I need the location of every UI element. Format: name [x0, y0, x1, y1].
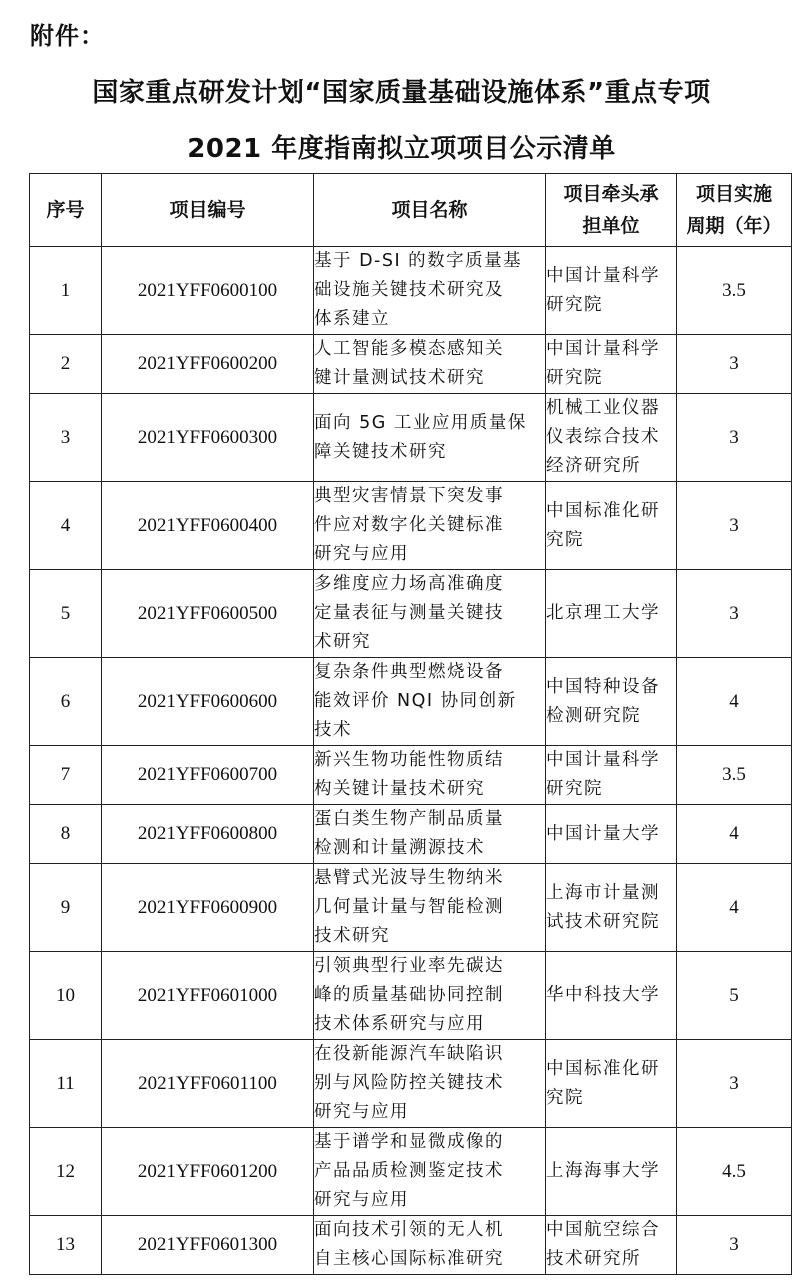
row-seq-cell: 6 — [30, 658, 102, 746]
table-header-row — [30, 174, 792, 247]
lead-unit-line: 中国计量科学 — [546, 750, 660, 770]
project-name-line: 悬臂式光波导生物纳米 — [314, 868, 504, 888]
project-name-line: 研究与应用 — [314, 1102, 409, 1122]
row-duration-cell: 3.5 — [677, 746, 792, 805]
row-project-code-cell: 2021YFF0600600 — [102, 658, 314, 746]
project-name-line: 体系建立 — [314, 309, 390, 329]
table-row — [30, 570, 792, 658]
row-duration-cell: 3 — [677, 335, 792, 394]
lead-unit-line: 研究院 — [546, 294, 603, 315]
lead-unit-line: 研究院 — [546, 779, 603, 799]
table-row — [30, 482, 792, 570]
project-name-line: 典型灾害情景下突发事 — [314, 486, 504, 506]
lead-unit-line: 技术研究所 — [546, 1249, 641, 1269]
row-seq-cell: 5 — [30, 570, 102, 658]
row-duration-cell: 3.5 — [677, 247, 792, 335]
row-seq-cell: 9 — [30, 864, 102, 952]
project-name-line: 自主核心国际标准研究 — [314, 1249, 504, 1269]
column-header-duration-line2: 周期（年） — [686, 215, 782, 237]
row-duration-cell: 4 — [677, 864, 792, 952]
column-header-duration — [677, 174, 792, 247]
table-row — [30, 864, 792, 952]
project-name-line: 面向 5G 工业应用质量保 — [314, 412, 527, 433]
column-header-seq: 序号 — [30, 174, 102, 247]
row-project-code-cell: 2021YFF0601200 — [102, 1128, 314, 1216]
row-lead-unit-cell — [546, 1040, 677, 1128]
row-project-code-cell: 2021YFF0600500 — [102, 570, 314, 658]
row-project-code-cell: 2021YFF0600800 — [102, 805, 314, 864]
table-row — [30, 805, 792, 864]
row-project-code-cell: 2021YFF0601300 — [102, 1216, 314, 1275]
row-lead-unit-cell — [546, 1128, 677, 1216]
project-name-line: 键计量测试技术研究 — [314, 368, 485, 388]
lead-unit-line: 检测研究院 — [546, 705, 641, 726]
project-name-line: 多维度应力场高准确度 — [314, 574, 504, 594]
lead-unit-line: 究院 — [546, 529, 584, 550]
project-list-table — [29, 173, 792, 1275]
row-seq-cell: 1 — [30, 247, 102, 335]
row-seq-cell: 12 — [30, 1128, 102, 1216]
project-name-line: 检测和计量溯源技术 — [314, 838, 485, 858]
row-lead-unit-cell — [546, 394, 677, 482]
project-name-line: 术研究 — [314, 632, 371, 652]
column-header-name: 项目名称 — [314, 174, 546, 247]
project-name-line: 蛋白类生物产制品质量 — [314, 809, 504, 829]
row-project-name-cell — [314, 746, 546, 805]
lead-unit-line: 研究院 — [546, 368, 603, 388]
row-project-code-cell: 2021YFF0600700 — [102, 746, 314, 805]
project-name-line: 障关键技术研究 — [314, 441, 447, 462]
lead-unit-line: 中国计量科学 — [546, 265, 660, 286]
row-project-code-cell: 2021YFF0601000 — [102, 952, 314, 1040]
row-duration-cell: 3 — [677, 570, 792, 658]
row-project-name-cell — [314, 247, 546, 335]
row-lead-unit-cell — [546, 335, 677, 394]
row-duration-cell: 4 — [677, 658, 792, 746]
row-lead-unit-cell — [546, 952, 677, 1040]
table-row — [30, 394, 792, 482]
project-name-line: 研究与应用 — [314, 1190, 409, 1210]
project-name-line: 新兴生物功能性物质结 — [314, 750, 504, 770]
row-project-name-cell — [314, 805, 546, 864]
row-lead-unit-cell — [546, 864, 677, 952]
lead-unit-line: 中国标准化研 — [546, 1058, 660, 1079]
table-row — [30, 1216, 792, 1275]
row-project-code-cell: 2021YFF0600100 — [102, 247, 314, 335]
lead-unit-line: 上海市计量测 — [546, 882, 660, 903]
table-row — [30, 746, 792, 805]
document-title: 国家重点研发计划“国家质量基础设施体系”重点专项 — [92, 78, 711, 108]
table-row — [30, 335, 792, 394]
lead-unit-line: 华中科技大学 — [546, 985, 660, 1005]
project-name-line: 研究与应用 — [314, 544, 409, 564]
project-name-line: 技术体系研究与应用 — [314, 1014, 485, 1034]
row-duration-cell: 4.5 — [677, 1128, 792, 1216]
project-name-line: 几何量计量与智能检测 — [314, 897, 504, 917]
project-name-line: 础设施关键技术研究及 — [314, 280, 504, 300]
row-project-name-cell — [314, 864, 546, 952]
lead-unit-line: 机械工业仪器 — [546, 398, 660, 418]
lead-unit-line: 经济研究所 — [546, 456, 641, 476]
row-project-name-cell — [314, 1128, 546, 1216]
project-name-line: 能效评价 NQI 协同创新 — [314, 691, 517, 711]
row-lead-unit-cell — [546, 805, 677, 864]
table-row — [30, 247, 792, 335]
row-project-code-cell: 2021YFF0600200 — [102, 335, 314, 394]
lead-unit-line: 中国计量科学 — [546, 339, 660, 359]
project-name-line: 别与风险防控关键技术 — [314, 1073, 504, 1093]
lead-unit-line: 北京理工大学 — [546, 603, 660, 623]
row-lead-unit-cell — [546, 247, 677, 335]
project-name-line: 面向技术引领的无人机 — [314, 1220, 504, 1240]
row-seq-cell: 13 — [30, 1216, 102, 1275]
lead-unit-line: 仪表综合技术 — [546, 427, 660, 447]
project-name-line: 构关键计量技术研究 — [314, 779, 485, 799]
row-project-name-cell — [314, 1216, 546, 1275]
project-name-line: 复杂条件典型燃烧设备 — [314, 662, 504, 682]
row-seq-cell: 11 — [30, 1040, 102, 1128]
lead-unit-line: 中国计量大学 — [546, 823, 660, 844]
attachment-label: 附件： — [30, 22, 105, 50]
project-name-line: 产品品质检测鉴定技术 — [314, 1161, 504, 1181]
row-lead-unit-cell — [546, 570, 677, 658]
project-name-line: 技术研究 — [314, 926, 390, 946]
column-header-unit — [546, 174, 677, 247]
project-name-line: 峰的质量基础协同控制 — [314, 985, 504, 1005]
row-duration-cell: 3 — [677, 1216, 792, 1275]
row-seq-cell: 3 — [30, 394, 102, 482]
row-duration-cell: 3 — [677, 394, 792, 482]
project-name-line: 引领典型行业率先碳达 — [314, 956, 504, 976]
row-project-name-cell — [314, 394, 546, 482]
column-header-code: 项目编号 — [102, 174, 314, 247]
row-duration-cell: 4 — [677, 805, 792, 864]
lead-unit-line: 究院 — [546, 1087, 584, 1108]
row-project-code-cell: 2021YFF0600400 — [102, 482, 314, 570]
lead-unit-line: 试技术研究院 — [546, 911, 660, 932]
row-lead-unit-cell — [546, 746, 677, 805]
row-duration-cell: 3 — [677, 482, 792, 570]
row-project-name-cell — [314, 570, 546, 658]
lead-unit-line: 上海海事大学 — [546, 1161, 660, 1181]
column-header-duration-line1: 项目实施 — [695, 183, 772, 205]
row-lead-unit-cell — [546, 658, 677, 746]
row-project-name-cell — [314, 482, 546, 570]
document-subtitle: 2021 年度指南拟立项项目公示清单 — [187, 134, 616, 164]
row-seq-cell: 4 — [30, 482, 102, 570]
row-project-name-cell — [314, 658, 546, 746]
row-lead-unit-cell — [546, 1216, 677, 1275]
row-project-code-cell: 2021YFF0600900 — [102, 864, 314, 952]
row-duration-cell: 5 — [677, 952, 792, 1040]
row-project-name-cell — [314, 952, 546, 1040]
row-project-code-cell: 2021YFF0600300 — [102, 394, 314, 482]
project-name-line: 技术 — [314, 720, 352, 740]
row-seq-cell: 10 — [30, 952, 102, 1040]
lead-unit-line: 中国特种设备 — [546, 676, 660, 697]
lead-unit-line: 中国航空综合 — [546, 1220, 660, 1240]
table-row — [30, 1128, 792, 1216]
column-header-unit-line2: 担单位 — [582, 215, 640, 237]
row-project-name-cell — [314, 1040, 546, 1128]
table-row — [30, 658, 792, 746]
table-row — [30, 1040, 792, 1128]
row-seq-cell: 2 — [30, 335, 102, 394]
row-seq-cell: 7 — [30, 746, 102, 805]
row-duration-cell: 3 — [677, 1040, 792, 1128]
project-name-line: 基于 D-SI 的数字质量基 — [314, 251, 523, 271]
table-row — [30, 952, 792, 1040]
project-name-line: 人工智能多模态感知关 — [314, 339, 504, 359]
column-header-unit-line1: 项目牵头承 — [563, 183, 659, 205]
project-name-line: 在役新能源汽车缺陷识 — [314, 1044, 504, 1064]
row-project-name-cell — [314, 335, 546, 394]
row-project-code-cell: 2021YFF0601100 — [102, 1040, 314, 1128]
row-seq-cell: 8 — [30, 805, 102, 864]
project-name-line: 件应对数字化关键标准 — [314, 515, 504, 535]
project-name-line: 定量表征与测量关键技 — [314, 603, 504, 623]
lead-unit-line: 中国标准化研 — [546, 500, 660, 521]
row-lead-unit-cell — [546, 482, 677, 570]
project-name-line: 基于谱学和显微成像的 — [314, 1132, 504, 1152]
